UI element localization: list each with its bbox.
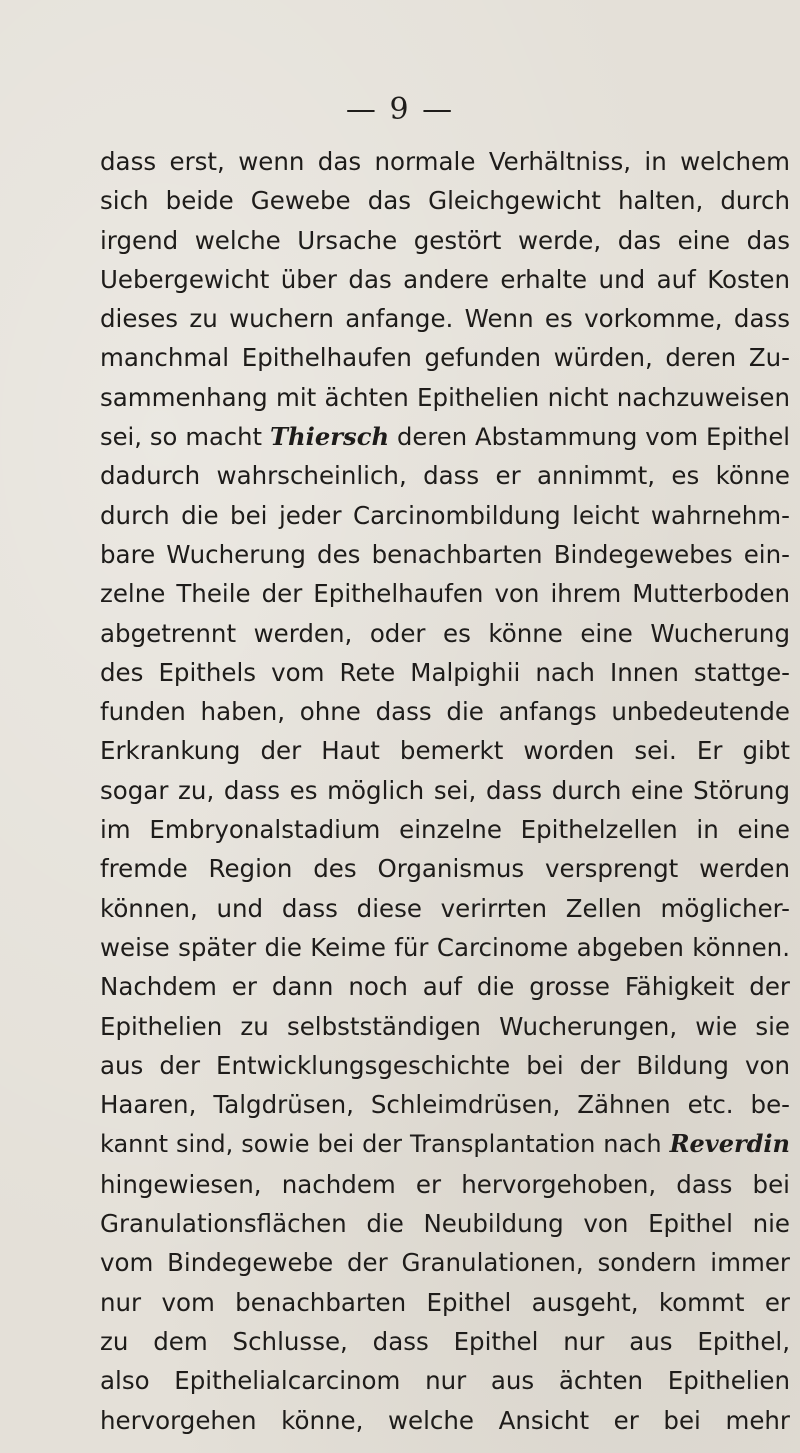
text-line	[100, 417, 790, 456]
text-line: im Embryonalstadium einzelne Epithelzellen in eine	[100, 815, 790, 845]
text-line: zelne Theile der Epithelhaufen von ihrem Mutterboden	[100, 579, 790, 609]
text-line: Erkrankung der Haut bemerkt worden sei. Er gibt	[100, 736, 790, 766]
text-line: irgend welche Ursache gestört werde, das eine das	[100, 225, 790, 255]
text-line: fremde Region des Organismus versprengt werden	[100, 854, 790, 884]
text-line: Nachdem er dann noch auf die grosse Fähigkeit der	[100, 972, 790, 1002]
text-line: dadurch wahrscheinlich, dass er annimmt, es könne	[100, 461, 790, 491]
text-line: sammenhang mit ächten Epithelien nicht nachzuweisen	[100, 382, 790, 412]
text-line: Epithelien zu selbstständigen Wucherungen, wie sie	[100, 1011, 790, 1041]
text-line: aus der Entwicklungsgeschichte bei der Bildung von	[100, 1050, 790, 1080]
text-line: können, und dass diese verirrten Zellen möglicher-	[100, 893, 790, 923]
text-line: Uebergewicht über das andere erhalte und auf Kosten	[100, 264, 790, 294]
text-line: Haaren, Talgdrüsen, Schleimdrüsen, Zähnen etc. be-	[100, 1090, 790, 1120]
author-name: Thiersch	[269, 422, 390, 452]
text-line: also Epithelialcarcinom nur aus ächten Epithelien	[100, 1366, 790, 1396]
page-number: — 9 —	[345, 92, 455, 127]
text-line: manchmal Epithelhaufen gefunden würden, deren Zu-	[100, 343, 790, 373]
text-line: dass erst, wenn das normale Verhältniss, in welchem	[100, 147, 790, 176]
text-line: hervorgehen könne, welche Ansicht er bei mehr	[100, 1405, 790, 1435]
text-line: Granulationsflächen die Neubildung von Epithel nie	[100, 1209, 790, 1239]
text-line: nur vom benachbarten Epithel ausgeht, kommt er	[100, 1287, 790, 1317]
text-line: dieses zu wuchern anfange. Wenn es vorkomme, dass	[100, 304, 790, 334]
text-line: hingewiesen, nachdem er hervorgehoben, dass bei	[100, 1169, 790, 1199]
text-line: sogar zu, dass es möglich sei, dass durch eine Störung	[100, 775, 790, 805]
text-line: zu dem Schlusse, dass Epithel nur aus Epithel,	[100, 1326, 790, 1356]
text-segment: sei, so macht	[100, 422, 270, 452]
text-line: funden haben, ohne dass die anfangs unbedeutende	[100, 697, 790, 727]
text-segment: deren Abstammung vom Epithel	[389, 422, 791, 452]
text-line: des Epithels vom Rete Malpighii nach Innen stattge-	[100, 657, 790, 687]
text-line: weise später die Keime für Carcinome abgeben können.	[100, 932, 790, 962]
body-text	[100, 142, 790, 1440]
text-line: durch die bei jeder Carcinombildung leicht wahrnehm-	[100, 500, 790, 530]
author-name: Reverdin	[669, 1129, 790, 1159]
text-line: sich beide Gewebe das Gleichgewicht halten, durch	[100, 186, 790, 216]
text-segment: kannt sind, sowie bei der Transplantation nach	[100, 1130, 670, 1159]
text-line	[100, 1124, 790, 1164]
text-line: abgetrennt werden, oder es könne eine Wucherung	[100, 618, 790, 648]
text-line: vom Bindegewebe der Granulationen, sondern immer	[100, 1248, 790, 1278]
text-line: bare Wucherung des benachbarten Bindegewebes ein-	[100, 539, 790, 569]
